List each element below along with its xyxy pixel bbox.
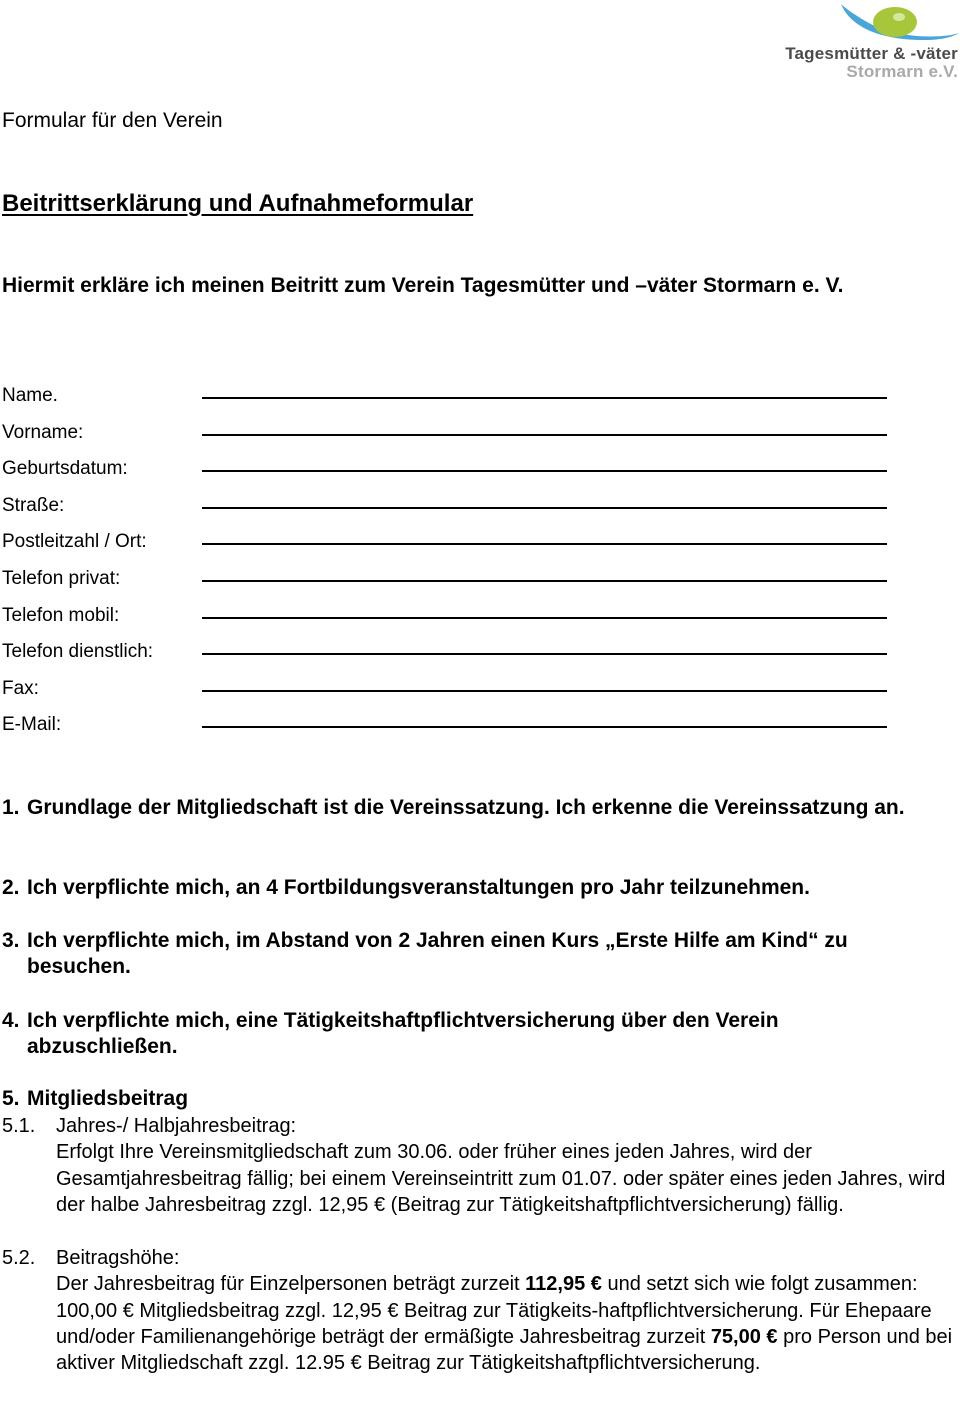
point-4 <box>2 1008 922 1060</box>
first-name-input-line[interactable] <box>202 434 887 436</box>
single-fee-amount: 112,95 € <box>525 1273 602 1296</box>
birthdate-input-line[interactable] <box>202 470 887 472</box>
subsection-heading: Jahres-/ Halbjahresbeitrag: <box>56 1115 297 1137</box>
logo-name-line1: Tagesmütter & -väter <box>785 44 958 63</box>
point-2 <box>2 875 922 901</box>
point-1 <box>2 795 922 821</box>
field-birthdate <box>2 453 902 490</box>
field-label: Name. <box>2 385 58 406</box>
personal-data-fields <box>2 380 902 746</box>
field-label: E-Mail: <box>2 714 62 736</box>
point-3 <box>2 928 922 980</box>
logo-name-line2: Stormarn e.V. <box>846 62 958 81</box>
section-5-1 <box>2 1113 957 1218</box>
phone-mobile-input-line[interactable] <box>202 617 887 619</box>
field-label: Telefon privat: <box>2 567 121 589</box>
form-intro: Formular für den Verein <box>2 109 223 132</box>
membership-declaration: Hiermit erkläre ich meinen Beitritt zum Verein Tagesmütter und –väter Stormarn e. V. <box>2 274 844 297</box>
point-5 <box>2 1086 922 1112</box>
point-text: Mitgliedsbeitrag <box>27 1087 189 1110</box>
association-logo <box>745 0 960 82</box>
field-label: Telefon mobil: <box>2 604 120 626</box>
phone-work-input-line[interactable] <box>202 653 887 655</box>
body-text: Der Jahresbeitrag für Einzelpersonen beträgt zurzeit <box>56 1273 526 1296</box>
field-fax <box>2 673 902 710</box>
street-input-line[interactable] <box>202 507 887 509</box>
name-input-line[interactable] <box>202 397 887 399</box>
email-input-line[interactable] <box>202 726 887 728</box>
subsection-body <box>2 1271 957 1376</box>
field-email <box>2 709 902 746</box>
point-text: Ich verpflichte mich, im Abstand von 2 Jahren einen Kurs „Erste Hilfe am Kind“ zu besuchen. <box>27 929 848 978</box>
postcode-city-input-line[interactable] <box>202 543 887 545</box>
point-number: 1. <box>2 796 20 819</box>
point-text: Ich verpflichte mich, eine Tätigkeitshaftpflichtversicherung über den Verein abzuschließen. <box>27 1009 779 1058</box>
field-label: Geburtsdatum: <box>2 458 128 480</box>
body-text: und setzt sich wie folgt zusammen: 100,00 € Mitgliedsbeitrag zzgl. 12,95 € Beitrag zur Tätigkeits-haftpflichtversicherung. Für Ehepaare und/oder Familienangehörige beträgt der ermäßigte Jahresbeitrag zurzeit <box>56 1273 932 1348</box>
field-first-name <box>2 417 902 454</box>
field-label: Fax: <box>2 677 39 699</box>
phone-private-input-line[interactable] <box>202 580 887 582</box>
point-text: Grundlage der Mitgliedschaft ist die Vereinssatzung. Ich erkenne die Vereinssatzung an. <box>27 796 905 819</box>
field-label: Telefon dienstlich: <box>2 641 154 663</box>
section-5-2 <box>2 1245 957 1376</box>
field-street <box>2 490 902 527</box>
subsection-body: Erfolgt Ihre Vereinsmitgliedschaft zum 30.06. oder früher eines jeden Jahres, wird der Gesamtjahresbeitrag fällig; bei einem Vereinseintritt zum 01.07. oder später eines jeden Jahres, wird der halbe Jahresbeitrag zzgl. 12,95 € (Beitrag zur Tätigkeitshaftpflichtversicherung) fällig. <box>56 1141 946 1216</box>
field-phone-mobile <box>2 600 902 637</box>
field-name <box>2 380 902 417</box>
point-text: Ich verpflichte mich, an 4 Fortbildungsveranstaltungen pro Jahr teilzunehmen. <box>27 876 810 899</box>
point-number: 3. <box>2 929 20 952</box>
reduced-fee-amount: 75,00 € <box>710 1325 778 1348</box>
point-number: 2. <box>2 876 20 899</box>
subsection-number: 5.1. <box>2 1115 36 1137</box>
form-title: Beitrittserklärung und Aufnahmeformular <box>2 190 474 217</box>
fax-input-line[interactable] <box>202 690 887 692</box>
field-postcode-city <box>2 526 902 563</box>
body-text: pro Person und bei aktiver Mitgliedschaft zzgl. 12.95 € Beitrag zur Tätigkeitshaftpflichtversicherung. <box>56 1325 953 1375</box>
point-number: 4. <box>2 1009 20 1032</box>
field-phone-work <box>2 636 902 673</box>
subsection-number: 5.2. <box>2 1247 36 1269</box>
logo-mark-icon <box>837 0 959 46</box>
field-phone-private <box>2 563 902 600</box>
field-label: Postleitzahl / Ort: <box>2 531 147 553</box>
point-number: 5. <box>2 1087 20 1110</box>
subsection-heading: Beitragshöhe: <box>56 1247 180 1269</box>
field-label: Straße: <box>2 494 65 516</box>
field-label: Vorname: <box>2 421 84 443</box>
